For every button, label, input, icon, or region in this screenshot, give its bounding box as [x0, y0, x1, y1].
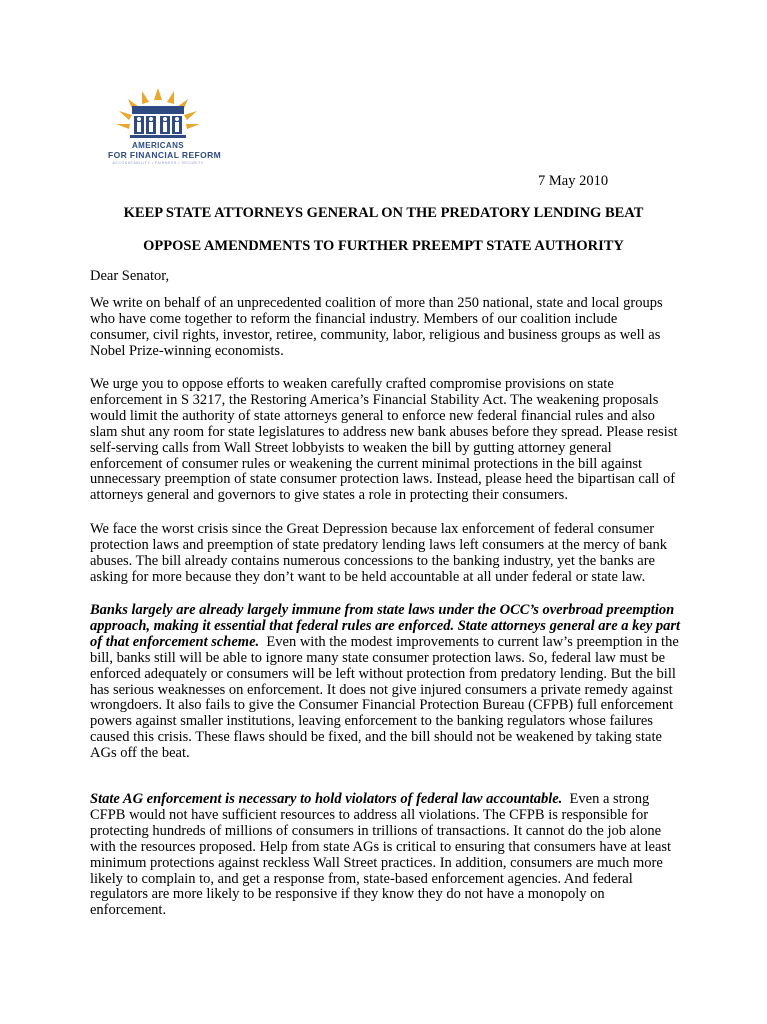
letter-date: 7 May 2010 [538, 173, 609, 189]
body-text: Even with the modest improvements to current law’s preemption in the [259, 633, 679, 650]
paragraph-line: caused this crisis. These flaws should be fixed, and the bill should not be weakened by taking state [90, 729, 662, 746]
logo-text-line2: FOR FINANCIAL REFORM [108, 150, 222, 160]
emphasis-text: Banks largely are already largely immune from state laws under the OCC’s overbroad preemption [90, 602, 675, 618]
paragraph-line: powers against smaller institutions, leaving enforcement to the banking regulators whose failures [90, 713, 653, 730]
paragraph-line: has serious weaknesses on enforcement. It does not give injured consumers a private remedy against [90, 681, 673, 698]
paragraph-line [90, 603, 690, 619]
paragraph-coalition [90, 296, 690, 360]
paragraph-worst-crisis [90, 522, 690, 586]
paragraph-line: We face the worst crisis since the Great Depression because lax enforcement of federal consumer [90, 521, 655, 537]
paragraph-line: protection laws and preemption of state predatory lending laws left consumers at the mercy of bank [90, 536, 667, 553]
paragraph-line: We urge you to oppose efforts to weaken carefully crafted compromise provisions on state [90, 376, 614, 392]
paragraph-line: AGs off the beat. [90, 745, 190, 762]
salutation: Dear Senator, [90, 268, 170, 284]
heading-secondary: OPPOSE AMENDMENTS TO FURTHER PREEMPT STATE AUTHORITY [143, 238, 624, 254]
paragraph-line: We write on behalf of an unprecedented coalition of more than 250 national, state and local groups [90, 295, 663, 311]
paragraph-line: CFPB would not have sufficient resources to address all violations. The CFPB is responsible for [90, 806, 649, 823]
paragraph-line: self-serving calls from Wall Street lobbyists to weaken the bill by gutting attorney general [90, 439, 612, 456]
logo-sunburst-icon [108, 86, 208, 142]
heading-primary: KEEP STATE ATTORNEYS GENERAL ON THE PREDATORY LENDING BEAT [123, 205, 644, 221]
paragraph-line: enforcement in S 3217, the Restoring America’s Financial Stability Act. The weakening proposals [90, 391, 659, 408]
paragraph-line [90, 619, 690, 635]
paragraph-state-ag-enforcement [90, 792, 690, 919]
paragraph-line: asking for more because they don’t want to be held accountable at all under federal or state law. [90, 568, 646, 585]
body-text: Even a strong [562, 791, 650, 807]
paragraph-line: bill, banks still will be able to ignore many state consumer protection laws. So, federal law must be [90, 649, 666, 666]
paragraph-line: enforcement of consumer rules or weakening the current minimal protections in the bill against [90, 455, 643, 472]
paragraph-line: enforced adequately or consumers will be left without protection from predatory lending. But the bill [90, 665, 676, 682]
paragraph-line: who have come together to reform the financial industry. Members of our coalition include [90, 310, 618, 327]
paragraph-line: enforcement. [90, 902, 167, 919]
paragraph-line: abuses. The bill already contains numerous concessions to the banking industry, yet the banks are [90, 552, 655, 569]
paragraph-line: consumer, civil rights, investor, retiree, community, labor, religious and business groups as well as [90, 326, 661, 343]
paragraph-line: Nobel Prize-winning economists. [90, 342, 284, 359]
paragraph-line: likely to complain to, and get a response from, state-based enforcement agencies. And federal [90, 870, 633, 887]
paragraph-line [90, 792, 690, 808]
paragraph-line: protecting hundreds of millions of consumers in trillions of transactions. It cannot do the job alone [90, 822, 662, 839]
afr-logo [108, 86, 222, 172]
logo-text-line1: AMERICANS [131, 141, 185, 150]
logo-tagline: ACCOUNTABILITY • FAIRNESS • SECURITY [112, 161, 204, 165]
emphasis-text: State AG enforcement is necessary to hold violators of federal law accountable. [90, 791, 563, 807]
paragraph-line: slam shut any room for state legislatures to address new bank abuses before they spread. Please resist [90, 423, 678, 440]
paragraph-line [90, 635, 690, 651]
paragraph-line: attorneys general and governors to give states a role in protecting their consumers. [90, 487, 568, 504]
paragraph-banks-immune [90, 603, 690, 762]
paragraph-urge-oppose [90, 377, 690, 504]
paragraph-line: would limit the authority of state attorneys general to enforce new federal financial rules and also [90, 407, 655, 424]
emphasis-text: of that enforcement scheme. [90, 633, 260, 650]
emphasis-text: approach, making it essential that federal rules are enforced. State attorneys general are a key part [90, 617, 681, 634]
paragraph-line: minimum protections against reckless Wall Street practices. In addition, consumers are much more [90, 854, 663, 871]
paragraph-line: wrongdoers. It also fails to give the Consumer Financial Protection Bureau (CFPB) full enforcement [90, 697, 674, 714]
paragraph-line: regulators are more likely to be responsive if they know they do not have a monopoly on [90, 886, 605, 903]
paragraph-line: unnecessary preemption of state consumer protection laws. Instead, please heed the bipartisan call of [90, 471, 676, 488]
paragraph-line: with the resources proposed. Help from state AGs is critical to ensuring that consumers have at least [90, 838, 672, 855]
